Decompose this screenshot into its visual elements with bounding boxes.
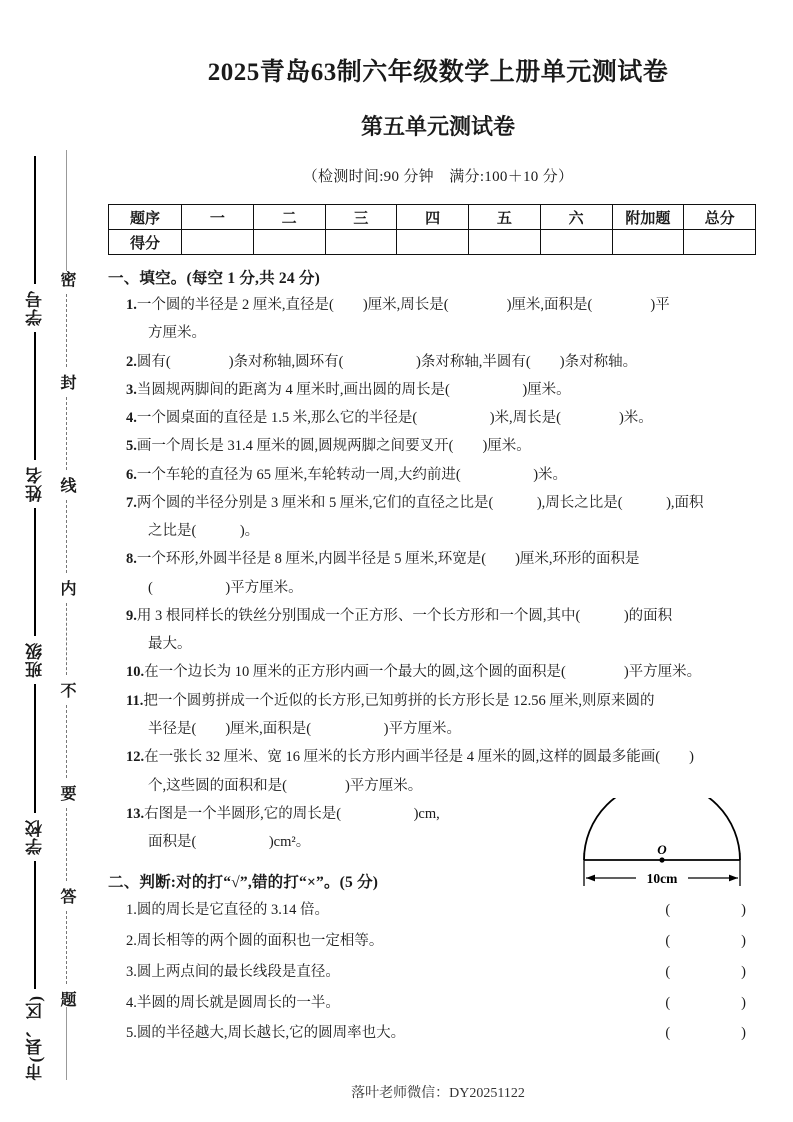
- score-table-row-label: 得分: [109, 230, 182, 255]
- answer-box[interactable]: ( ): [665, 963, 760, 980]
- score-col-3: 三: [325, 205, 397, 230]
- question-text: 当圆规两脚间的距离为 4 厘米时,画出圆的周长是( )厘米。: [136, 381, 571, 398]
- question-text: 圆上两点间的最长线段是直径。: [136, 963, 340, 980]
- sealing-line-segment: [66, 198, 67, 271]
- dimension-label: 10cm: [646, 871, 678, 886]
- question-text: 最大。: [148, 636, 192, 653]
- sealing-char-8: 题: [58, 991, 75, 1008]
- question-text: 半圆的周长就是圆周长的一半。: [136, 994, 340, 1011]
- judge-text: [126, 988, 340, 1019]
- sealing-char-1: 密: [58, 270, 75, 287]
- question-text: 周长相等的两个圆的面积也一定相等。: [136, 933, 384, 950]
- question-text: 一个圆桌面的直径是 1.5 米,那么它的半径是( )米,周长是( )米。: [136, 410, 653, 427]
- question-3: [126, 376, 768, 404]
- question-text: 用 3 根同样长的铁丝分别围成一个正方形、一个长方形和一个圆,其中( )的面积: [136, 607, 673, 624]
- margin-label-name: 姓名: [25, 466, 45, 503]
- score-col-bonus: 附加题: [612, 205, 684, 230]
- arrowhead-right-icon: [729, 875, 738, 882]
- center-label: O: [657, 842, 667, 857]
- margin-divider-line: [34, 861, 36, 989]
- question-5: [126, 432, 768, 460]
- score-cell-2[interactable]: [253, 230, 325, 255]
- question-number: 8.: [126, 551, 137, 568]
- answer-box[interactable]: ( ): [665, 994, 760, 1011]
- score-col-total: 总分: [684, 205, 756, 230]
- question-text: 圆有( )条对称轴,圆环有( )条对称轴,半圆有( )条对称轴。: [136, 353, 638, 370]
- margin-label-school: 学校: [25, 818, 45, 855]
- question-8-line2: [148, 574, 768, 602]
- score-table-row-label: 题序: [109, 205, 182, 230]
- sealing-char-2: 封: [58, 373, 75, 390]
- score-cell-3[interactable]: [325, 230, 397, 255]
- question-text: 圆的周长是它直径的 3.14 倍。: [136, 902, 329, 919]
- question-text: 一个车轮的直径为 65 厘米,车轮转动一周,大约前进( )米。: [136, 466, 568, 483]
- sealing-line-segment: [66, 294, 67, 367]
- question-text: 两个圆的半径分别是 3 厘米和 5 厘米,它们的直径之比是( ),周长之比是( ),面积: [136, 494, 704, 511]
- question-text: 个,这些圆的面积和是( )平方厘米。: [148, 777, 423, 794]
- sealing-line-segment: [66, 150, 67, 198]
- sealing-line-segment: [66, 397, 67, 470]
- sealing-line-segment: [66, 603, 67, 676]
- score-col-5: 五: [469, 205, 541, 230]
- question-number: 12.: [126, 749, 145, 766]
- question-text: 在一个边长为 10 厘米的正方形内画一个最大的圆,这个圆的面积是( )平方厘米。: [144, 664, 702, 681]
- question-number: 9.: [126, 607, 137, 624]
- sealing-char-4: 内: [58, 579, 75, 596]
- margin-sealing-line-column: [52, 150, 80, 1080]
- margin-student-info-column: [18, 150, 52, 1080]
- question-12: [126, 743, 768, 771]
- question-7: [126, 489, 768, 517]
- question-9-line2: [148, 630, 768, 658]
- judge-question-5: [126, 1018, 768, 1049]
- sealing-char-7: 答: [58, 888, 75, 905]
- question-number: 10.: [126, 664, 145, 681]
- judge-question-2: [126, 926, 768, 957]
- score-cell-bonus[interactable]: [612, 230, 684, 255]
- margin-label-class: 班级: [25, 642, 45, 679]
- score-cell-6[interactable]: [540, 230, 612, 255]
- question-number: 1.: [126, 297, 137, 313]
- question-number: 2.: [126, 353, 137, 370]
- page-subtitle: 第五单元测试卷: [360, 114, 515, 139]
- question-number: 3.: [126, 963, 137, 980]
- question-11-line2: [148, 715, 768, 743]
- answer-box[interactable]: ( ): [665, 902, 760, 919]
- question-1: [126, 291, 768, 319]
- page-title: 2025青岛63制六年级数学上册单元测试卷: [207, 59, 669, 86]
- sealing-char-3: 线: [58, 476, 75, 493]
- sealing-line-segment: [66, 705, 67, 778]
- question-10: [126, 658, 768, 686]
- question-7-line2: [148, 517, 768, 545]
- question-number: 4.: [126, 410, 137, 427]
- exam-meta-info: （检测时间:90 分钟 满分:100＋10 分）: [302, 169, 574, 185]
- margin-divider-line: [34, 156, 36, 284]
- question-text: 一个环形,外圆半径是 8 厘米,内圆半径是 5 厘米,环宽是( )厘米,环形的面积是: [136, 551, 640, 568]
- question-text: 把一个圆剪拼成一个近似的长方形,已知剪拼的长方形长是 12.56 厘米,则原来圆的: [143, 692, 655, 709]
- question-number: 1.: [126, 902, 137, 919]
- score-cell-1[interactable]: [182, 230, 254, 255]
- margin-divider-line: [34, 684, 36, 812]
- table-row-header: [109, 205, 756, 230]
- question-text: 之比是( )。: [148, 523, 260, 540]
- question-number: 5.: [126, 438, 137, 455]
- question-4: [126, 404, 768, 432]
- question-number: 13.: [126, 805, 145, 822]
- question-2: [126, 348, 768, 376]
- judge-question-1: [126, 895, 768, 926]
- footer-watermark: 落叶老师微信：DY20251122: [351, 1086, 525, 1101]
- question-9: [126, 602, 768, 630]
- semicircle-svg: [562, 798, 762, 898]
- judge-question-4: [126, 988, 768, 1019]
- sealing-line-segment: [66, 1007, 67, 1080]
- margin-label-district: 市(县、区): [25, 994, 45, 1081]
- section-heading-true-false: 二、判断:对的打“√”,错的打“×”。(5 分): [108, 874, 379, 892]
- score-cell-4[interactable]: [397, 230, 469, 255]
- question-text: 画一个周长是 31.4 厘米的圆,圆规两脚之间要叉开( )厘米。: [136, 438, 531, 455]
- judge-question-3: [126, 957, 768, 988]
- question-text: 方厘米。: [148, 325, 206, 342]
- question-text: 半径是( )厘米,面积是( )平方厘米。: [148, 720, 461, 737]
- margin-divider-line: [34, 332, 36, 460]
- question-number: 11.: [126, 692, 144, 709]
- center-point-dot: [659, 857, 664, 862]
- table-row-score: [109, 230, 756, 255]
- score-col-6: 六: [540, 205, 612, 230]
- judge-text: [126, 957, 340, 988]
- answer-box[interactable]: ( ): [665, 933, 760, 950]
- margin-divider-line: [34, 508, 36, 636]
- question-text: 在一张长 32 厘米、宽 16 厘米的长方形内画半径是 4 厘米的圆,这样的圆最多能画( ): [144, 749, 694, 766]
- semicircle-figure: [562, 798, 762, 898]
- question-text: 右图是一个半圆形,它的周长是( )cm,: [144, 805, 440, 822]
- sealing-line-segment: [66, 911, 67, 984]
- arrowhead-left-icon: [586, 875, 595, 882]
- question-number: 4.: [126, 994, 137, 1011]
- score-cell-5[interactable]: [469, 230, 541, 255]
- judge-text: [126, 895, 329, 926]
- question-text: ( )平方厘米。: [148, 579, 303, 596]
- sealing-line-segment: [66, 808, 67, 881]
- sealing-char-6: 要: [58, 785, 75, 802]
- score-col-4: 四: [397, 205, 469, 230]
- question-12-line2: [148, 772, 768, 800]
- exam-content: [108, 0, 768, 1122]
- question-text: 一个圆的半径是 2 厘米,直径是( )厘米,周长是( )厘米,面积是( )平: [136, 297, 670, 313]
- score-col-1: 一: [182, 205, 254, 230]
- question-1-line2: [148, 319, 768, 347]
- question-11: [126, 687, 768, 715]
- question-number: 6.: [126, 466, 137, 483]
- score-cell-total[interactable]: [684, 230, 756, 255]
- sealing-line-segment: [66, 500, 67, 573]
- score-col-2: 二: [253, 205, 325, 230]
- sealing-char-5: 不: [58, 682, 75, 699]
- judge-text: [126, 1018, 405, 1049]
- question-number: 3.: [126, 381, 137, 398]
- question-text: 圆的半径越大,周长越长,它的圆周率也大。: [136, 1025, 406, 1042]
- question-8: [126, 545, 768, 573]
- margin-label-student-number: 学号: [25, 290, 45, 327]
- answer-box[interactable]: ( ): [665, 1025, 760, 1042]
- question-text: 面积是( )cm²。: [148, 834, 311, 851]
- question-number: 5.: [126, 1025, 137, 1042]
- score-table: [108, 204, 756, 255]
- question-number: 2.: [126, 933, 137, 950]
- question-number: 7.: [126, 494, 137, 511]
- section-heading-fill-in-blank: 一、填空。(每空 1 分,共 24 分): [108, 270, 320, 287]
- question-6: [126, 461, 768, 489]
- judge-text: [126, 926, 383, 957]
